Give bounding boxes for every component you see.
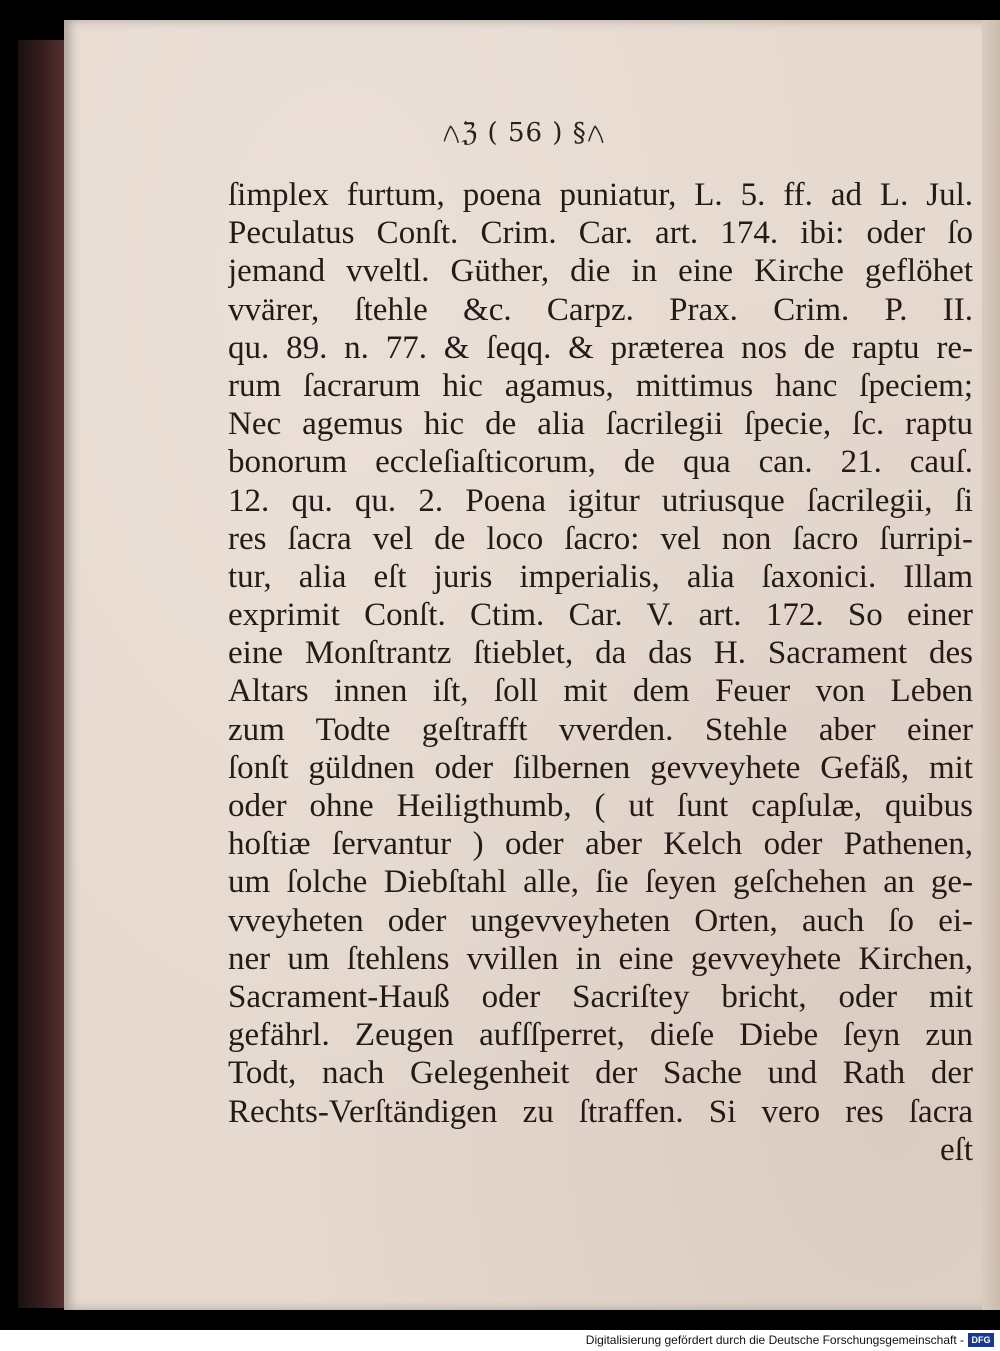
text-line: eine Monſtrantz ſtieblet, da das H. Sacrament des [228,635,973,672]
text-line: bonorum eccleſiaſticorum, de qua can. 21. cauſ. [228,444,973,481]
text-line: Peculatus Conſt. Crim. Car. art. 174. ibi: oder ſo [228,215,973,252]
catchword: eſt [940,1131,973,1168]
text-line: ſimplex furtum, poena puniatur, L. 5. ff. ad L. Jul. [228,177,973,213]
running-head: 𐤂ℨ ( 56 ) §𐤂 [442,118,606,148]
text-line: res ſacra vel de loco ſacro: vel non ſacro ſurripi- [228,520,973,557]
text-line: rum ſacrarum hic agamus, mittimus hanc ſpeciem; [228,367,973,404]
page-edge [982,20,1000,1310]
text-line: zum Todte geſtrafft vverden. Stehle aber einer [228,711,973,748]
text-line: ner um ſtehlens vvillen in eine gevveyhete Kirchen, [228,940,973,977]
text-line: vvärer, ſtehle &c. Carpz. Prax. Crim. P. II. [228,291,973,328]
text-line: oder ohne Heiligthumb, ( ut ſunt capſulæ, quibus [228,788,973,824]
text-line: Sacrament-Hauß oder Sacriſtey bricht, oder mit [228,978,973,1015]
text-line: gefährl. Zeugen aufſſperret, dieſe Diebe ſeyn zun [228,1017,973,1054]
text-line: exprimit Conſt. Ctim. Car. V. art. 172. So einer [228,597,973,634]
book-binding-edge [18,40,68,1308]
text-line: Nec agemus hic de alia ſacrilegii ſpecie, ſc. raptu [228,406,973,443]
text-line: tur, alia eſt juris imperialis, alia ſaxonici. Illam [228,558,973,595]
text-line: Todt, nach Gelegenheit der Sache und Rath der [228,1055,973,1092]
body-text [228,176,973,1169]
footer-bar [0,1330,1000,1351]
text-line: vveyheten oder ungevveyheten Orten, auch ſo ei- [228,902,973,939]
text-line: Rechts-Verſtändigen zu ſtraffen. Si vero res ſacra [228,1093,973,1130]
text-line: jemand vveltl. Güther, die in eine Kirche geflöhet [228,253,973,290]
text-line: ſonſt güldnen oder ſilbernen gevveyhete Gefäß, mit [228,749,973,786]
text-line: qu. 89. n. 77. & ſeqq. & præterea nos de raptu re- [228,329,973,366]
text-line: hoſtiæ ſervantur ) oder aber Kelch oder Pathenen, [228,826,973,863]
text-line: Altars innen iſt, ſoll mit dem Feuer von Leben [228,673,973,710]
footer-credit: Digitalisierung gefördert durch die Deutsche Forschungsgemeinschaft - [585,1333,964,1347]
text-line: um ſolche Diebſtahl alle, ſie ſeyen geſchehen an ge- [228,864,973,901]
dfg-logo-icon: DFG [968,1333,994,1347]
book-page [64,20,984,1310]
text-line: 12. qu. qu. 2. Poena igitur utriusque ſacrilegii, ſi [228,482,973,519]
